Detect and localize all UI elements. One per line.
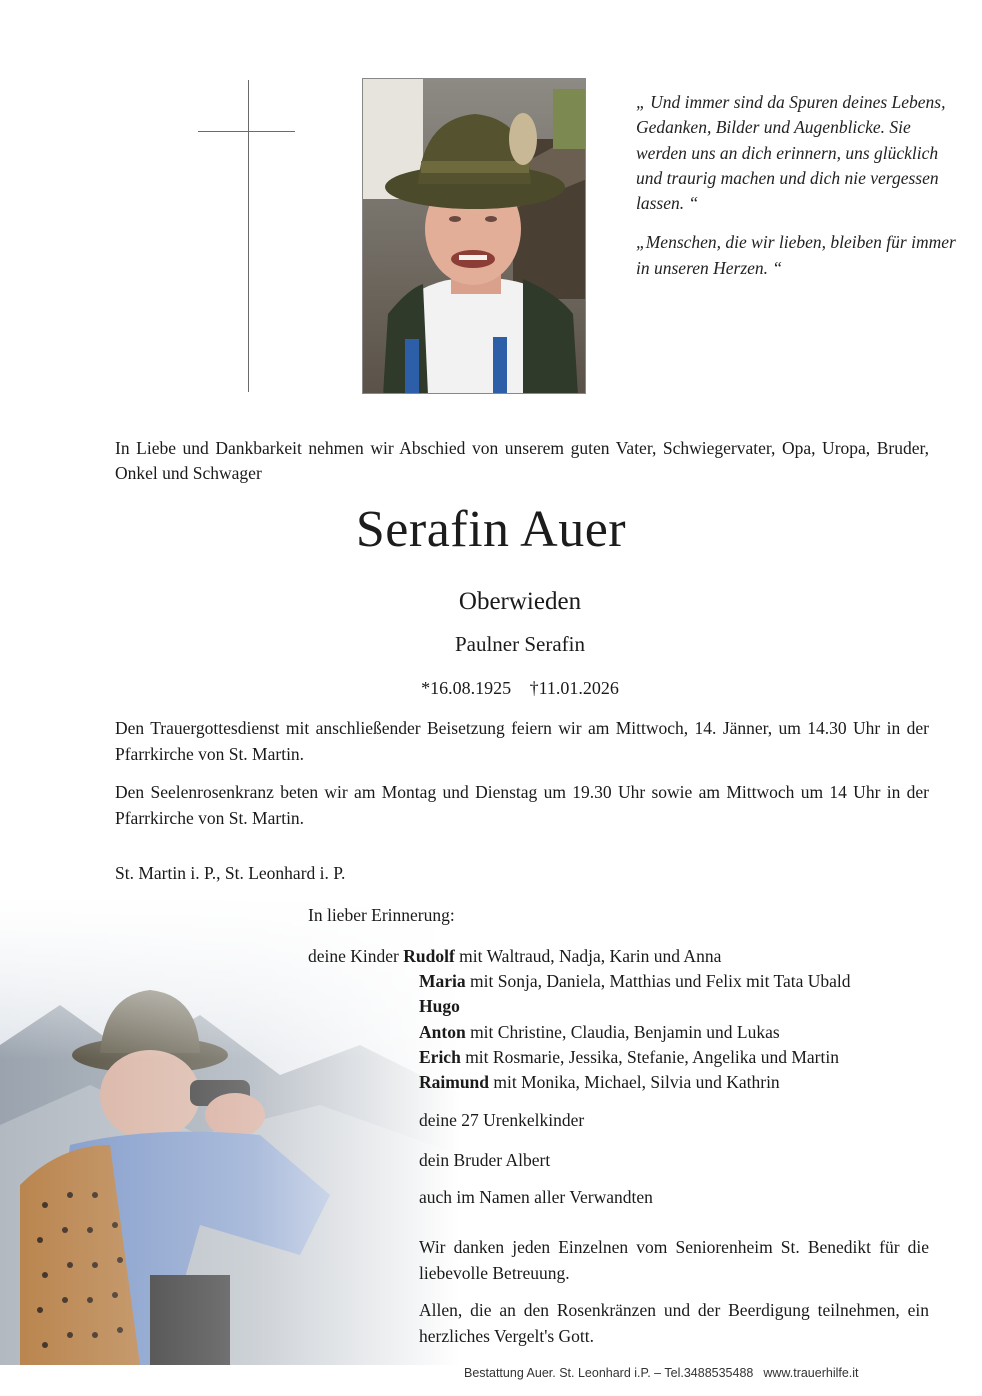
funeral-info: Den Trauergottesdienst mit anschließender Beisetzung feiern wir am Mittwoch, 14. Jänner, um 14.30 Uhr in der Pfarrkirche von St. Martin. <box>115 718 929 764</box>
child-name: Raimund <box>419 1072 490 1093</box>
quotes-block <box>636 90 956 295</box>
child-name: Erich <box>419 1046 461 1067</box>
place-line: St. Martin i. P., St. Leonhard i. P. <box>115 863 346 883</box>
child-family: mit Waltraud, Nadja, Karin und Anna <box>454 946 722 966</box>
footer-company: Bestattung Auer. St. Leonhard i.P. – Tel.3488535488 <box>464 1366 754 1380</box>
farm-name: Oberwieden <box>458 588 582 615</box>
list-item <box>308 1045 851 1070</box>
death-date: †11.01.2026 <box>529 678 619 698</box>
portrait-photo <box>362 78 586 394</box>
quote-2: „Menschen, die wir lieben, bleiben für immer in unseren Herzen. “ <box>636 232 956 278</box>
child-family: mit Sonja, Daniela, Matthias und Felix mit Tata Ubald <box>465 971 851 992</box>
child-name: Anton <box>419 1021 466 1042</box>
quote-1: „ Und immer sind da Spuren deines Lebens, Gedanken, Bilder und Augenblicke. Sie werden uns an dich erinnern, uns glücklich und traurig machen und dich nie vergessen lassen. “ <box>636 92 946 214</box>
intro-text: In Liebe und Dankbarkeit nehmen wir Abschied von unserem guten Vater, Schwiegervater, Opa, Uropa, Bruder, Onkel und Schwager <box>115 438 929 483</box>
relatives: auch im Namen aller Verwandten <box>419 1187 653 1207</box>
rosary-info: Den Seelenrosenkranz beten wir am Montag und Dienstag um 19.30 Uhr sowie am Mittwoch um 14 Uhr in der Pfarrkirche von St. Martin. <box>115 782 929 828</box>
child-family: mit Christine, Claudia, Benjamin und Lukas <box>465 1021 780 1042</box>
brother: dein Bruder Albert <box>419 1150 551 1170</box>
child-family: mit Rosmarie, Jessika, Stefanie, Angelika und Martin <box>460 1046 839 1067</box>
footer-website[interactable]: www.trauerhilfe.it <box>763 1366 859 1380</box>
children-list <box>308 944 851 1095</box>
great-grandchildren: deine 27 Urenkelkinder <box>419 1110 585 1130</box>
child-name: Hugo <box>419 996 460 1017</box>
children-prefix: deine Kinder <box>308 946 399 966</box>
life-dates <box>0 678 982 699</box>
thanks-attendees: Allen, die an den Rosenkränzen und der Beerdigung teilnehmen, ein herzliches Vergelt's Gott. <box>419 1300 929 1346</box>
footer <box>464 1366 859 1380</box>
list-item <box>308 1020 851 1045</box>
remembrance-heading: In lieber Erinnerung: <box>308 905 455 925</box>
thanks-care-home: Wir danken jeden Einzelnen vom Seniorenheim St. Benedikt für die liebevolle Betreuung. <box>419 1237 929 1283</box>
cross-horizontal <box>198 131 295 132</box>
list-item <box>308 994 851 1019</box>
child-family: mit Monika, Michael, Silvia und Kathrin <box>489 1072 780 1093</box>
list-item <box>308 1070 851 1095</box>
cross-vertical <box>248 80 249 392</box>
child-name: Maria <box>419 971 466 992</box>
alias-name: Paulner Serafin <box>454 632 586 656</box>
list-item <box>308 944 851 969</box>
child-name: Rudolf <box>403 946 455 966</box>
deceased-name: Serafin Auer <box>355 501 627 558</box>
list-item <box>308 969 851 994</box>
birth-date: *16.08.1925 <box>421 678 512 698</box>
